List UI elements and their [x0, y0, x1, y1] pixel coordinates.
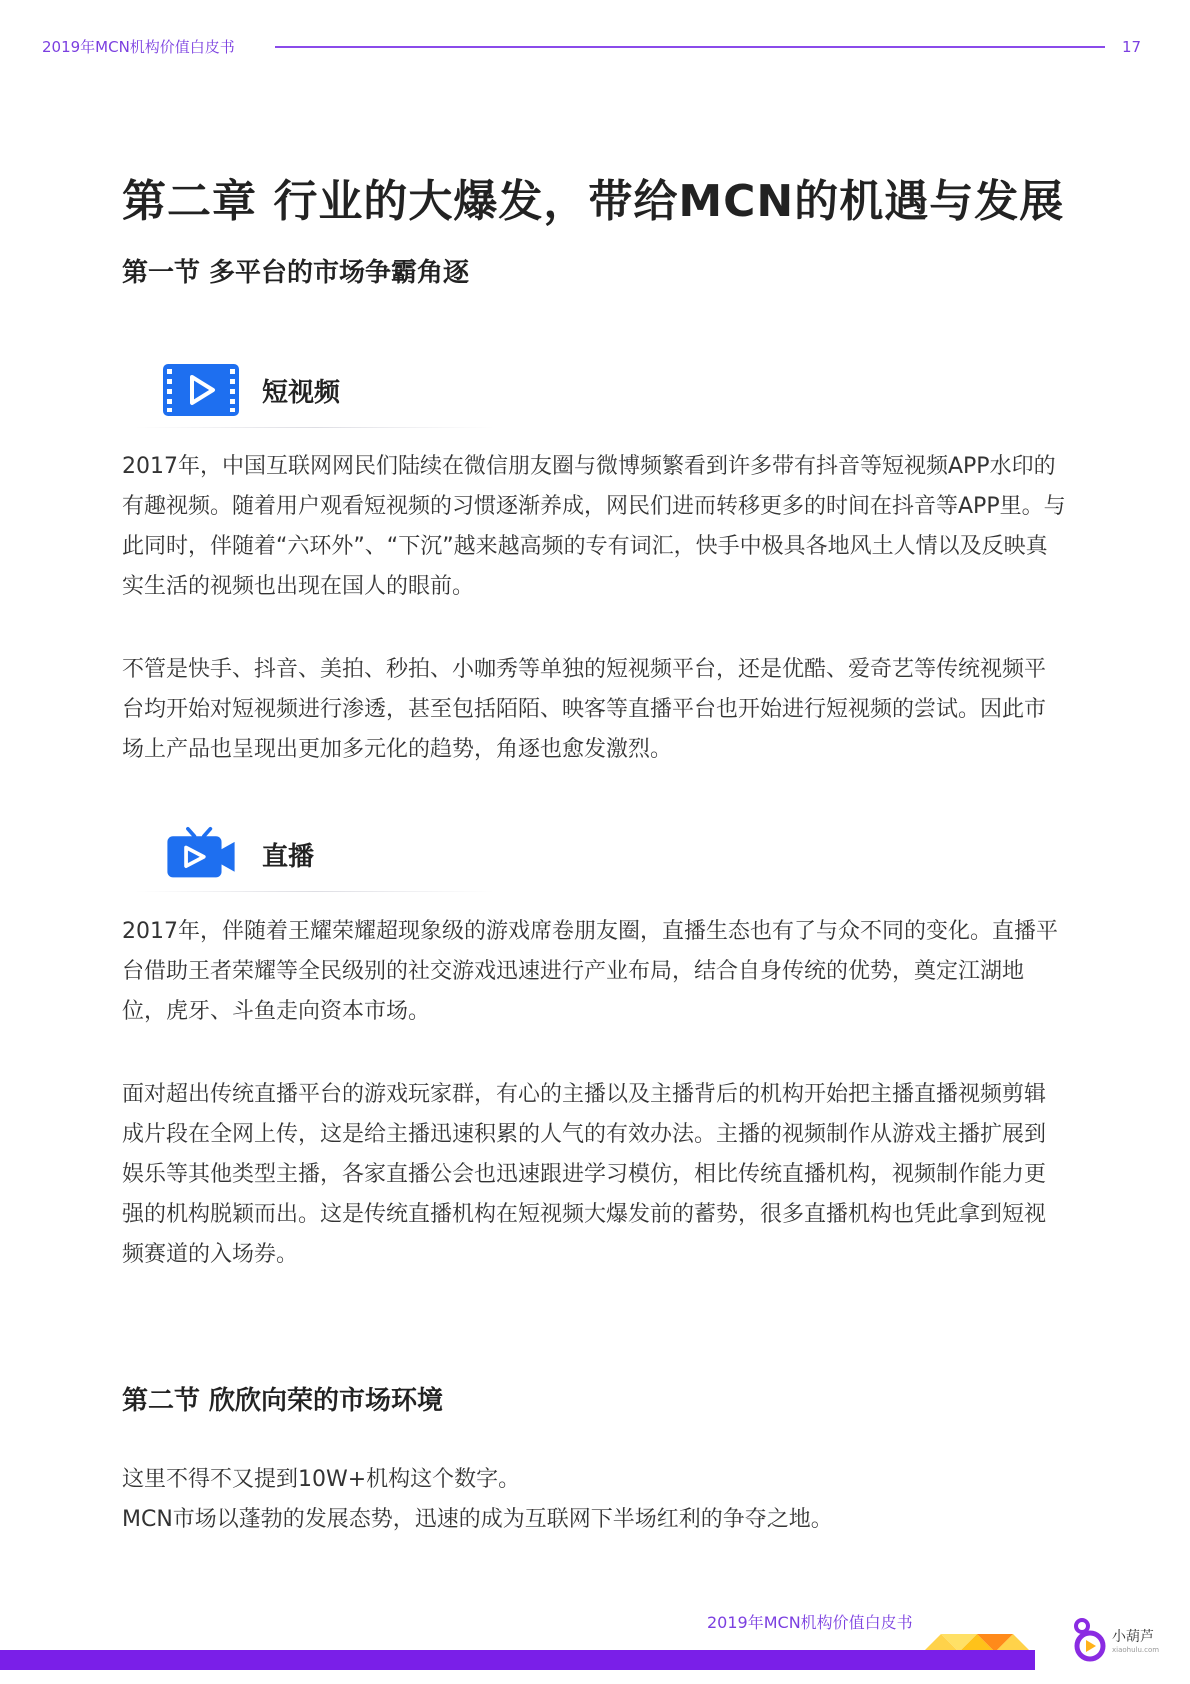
- chapter-title: 第二章 行业的大爆发，带给MCN的机遇与发展: [122, 176, 1065, 227]
- subsection-divider: [135, 891, 495, 892]
- logo-url: xiaohulu.com: [1112, 1646, 1160, 1654]
- footer-bar: [0, 1650, 1035, 1670]
- subsection-label: 短视频: [262, 378, 341, 408]
- header-title: 2019年MCN机构价值白皮书: [42, 38, 235, 56]
- paragraph-line: 这里不得不又提到10W+机构这个数字。: [122, 1467, 521, 1492]
- paragraph: 不管是快手、抖音、美拍、秒拍、小咖秀等单独的短视频平台，还是优酷、爱奇艺等传统视频平台均开始对短视频进行渗透，甚至包括陌陌、映客等直播平台也开始进行短视频的尝试。因此市场上产品也呈现出更加多元化的趋势，角逐也愈发激烈。: [122, 657, 1047, 762]
- paragraph-line: MCN市场以蓬勃的发展态势，迅速的成为互联网下半场红利的争夺之地。: [122, 1507, 833, 1532]
- header-divider: [275, 46, 1105, 48]
- paragraph: 面对超出传统直播平台的游戏玩家群，有心的主播以及主播背后的机构开始把主播直播视频剪辑成片段在全网上传，这是给主播迅速积累的人气的有效办法。主播的视频制作从游戏主播扩展到娱乐等其他类型主播，各家直播公会也迅速跟进学习模仿，相比传统直播机构，视频制作能力更强的机构脱颖而出。这是传统直播机构在短视频大爆发前的蓄势，很多直播机构也凭此拿到短视频赛道的入场券。: [122, 1082, 1047, 1267]
- subsection-label: 直播: [262, 842, 315, 872]
- section-title: 第二节 欣欣向荣的市场环境: [122, 1386, 444, 1416]
- footer-title: 2019年MCN机构价值白皮书: [707, 1613, 913, 1632]
- logo-mark-icon: [1070, 1618, 1110, 1662]
- brand-logo: [1070, 1618, 1180, 1668]
- video-clip-icon: [161, 362, 241, 418]
- page-number: 17: [1122, 38, 1142, 56]
- subsection-live: [135, 826, 495, 892]
- live-tv-icon: [161, 826, 241, 882]
- section-title: 第一节 多平台的市场争霸角逐: [122, 258, 470, 288]
- subsection-short-video: [135, 362, 495, 428]
- paragraph: 2017年，中国互联网网民们陆续在微信朋友圈与微博频繁看到许多带有抖音等短视频APP水印的有趣视频。随着用户观看短视频的习惯逐渐养成，网民们进而转移更多的时间在抖音等APP里。与此同时，伴随着“六环外”、“下沉”越来越高频的专有词汇，快手中极具各地风土人情以及反映真实生活的视频也出现在国人的眼前。: [122, 454, 1066, 599]
- paragraph: 2017年，伴随着王耀荣耀超现象级的游戏席卷朋友圈，直播生态也有了与众不同的变化。直播平台借助王者荣耀等全民级别的社交游戏迅速进行产业布局，结合自身传统的优势，奠定江湖地位，虎牙、斗鱼走向资本市场。: [122, 919, 1058, 1024]
- subsection-divider: [135, 427, 495, 428]
- logo-name: 小葫芦: [1112, 1629, 1154, 1645]
